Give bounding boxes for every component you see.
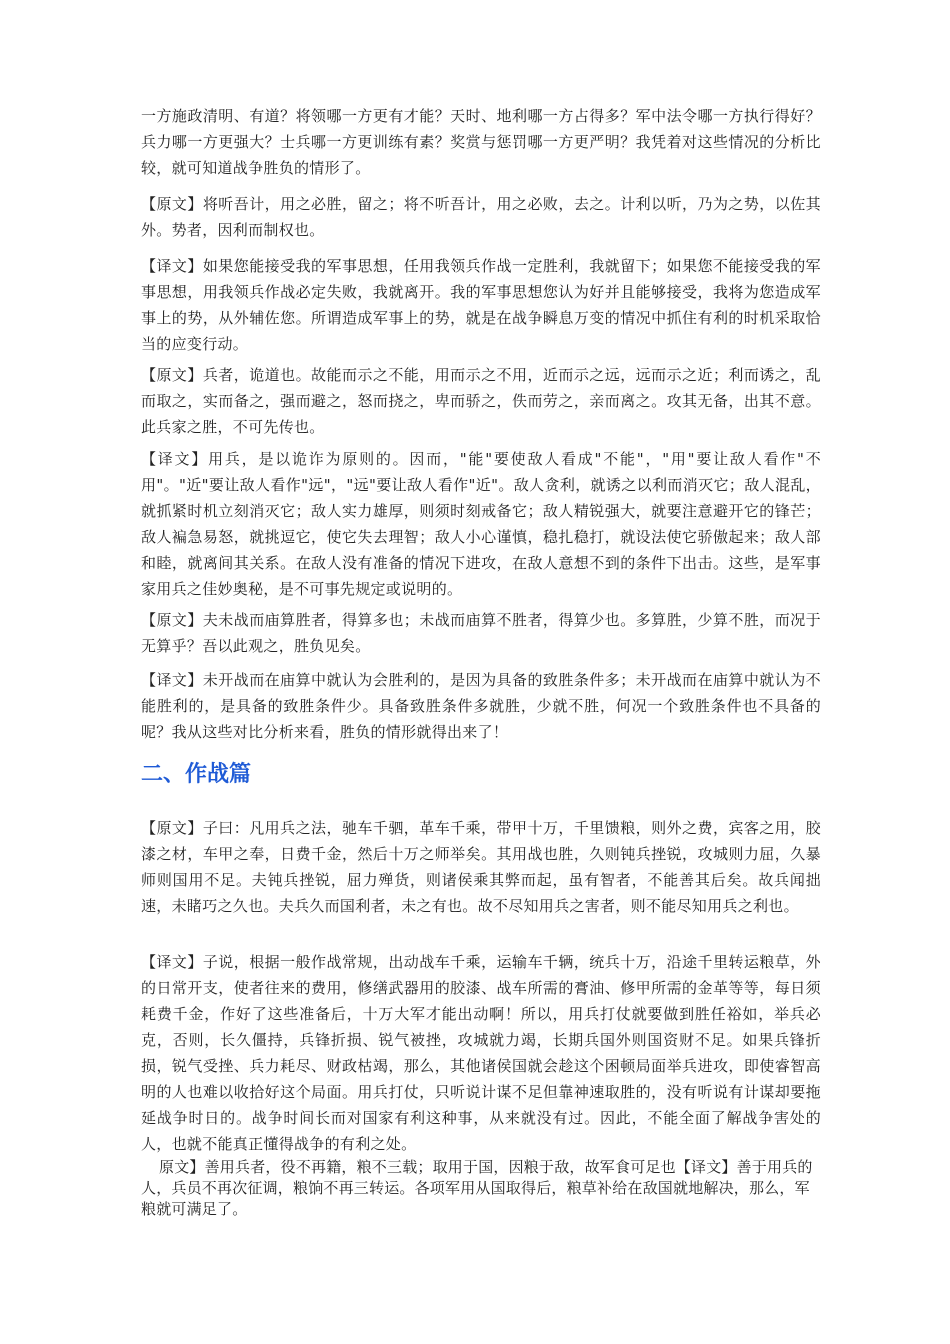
paragraph-translation-4: 【译文】子说，根据一般作战常规，出动战车千乘，运输车千辆，统兵十万，沿途千里转运粮草，外的日常开支，使者往来的费用，修缮武器用的胶漆、战车所需的膏油、修甲所需的金革等等，每日须耗费千金，作好了这些准备后，十万大军才能出动啊！所以，用兵打仗就要做到胜任裕如，举兵必克，否则，长久僵持，兵锋折损、锐气被挫，攻城就力竭，长期兵国外则国资财不足。如果兵锋折损，锐气受挫、兵力耗尽、财政枯竭，那么，其他诸侯国就会趁这个困顿局面举兵进攻，即使睿智高明的人也难以收拾好这个局面。用兵打仗，只听说计谋不足但靠神速取胜的，没有听说有计谋却要拖延战争时日的。战争时间长而对国家有利这种事，从来就没有过。因此，不能全面了解战争害处的人，也就不能真正懂得战争的有利之处。 [141,953,821,1153]
paragraph-original-and-translation-5 [141,1157,817,1220]
paragraph-translation-1: 【译文】如果您能接受我的军事思想，任用我领兵作战一定胜利，我就留下；如果您不能接受我的军事思想，用我领兵作战必定失败，我就离开。我的军事思想您认为好并且能够接受，我将为您造成军事上的势，从外辅佐您。所谓造成军事上的势，就是在战争瞬息万变的情况中抓住有利的时机采取恰当的应变行动。 [141,257,821,353]
paragraph-translation-2: 【译文】用兵，是以诡诈为原则的。因而，"能"要使敌人看成"不能"，"用"要让敌人看作"不用"。"近"要让敌人看作"远"，"远"要让敌人看作"近"。敌人贪利，就诱之以利而消灭它；敌人混乱，就抓紧时机立刻消灭它；敌人实力雄厚，则须时刻戒备它；敌人精锐强大，就要注意避开它的锋芒；敌人褊急易怒，就挑逗它，使它失去理智；敌人小心谨慎，稳扎稳打，就设法使它骄傲起来；敌人部和睦，就离间其关系。在敌人没有准备的情况下进攻，在敌人意想不到的条件下出击。这些，是军事家用兵之佳妙奥秘，是不可事先规定或说明的。 [141,450,821,598]
paragraph-original-text-4: 【原文】子曰：凡用兵之法，驰车千驷，革车千乘，带甲十万，千里馈粮，则外之费，宾客之用，胶漆之材，车甲之奉，日费千金，然后十万之师举矣。其用战也胜，久则钝兵挫锐，攻城则力屈，久暴师则国用不足。夫钝兵挫锐，屈力殚货，则诸侯乘其弊而起，虽有智者，不能善其后矣。故兵闻拙速，未睹巧之久也。夫兵久而国利者，未之有也。故不尽知用兵之害者，则不能尽知用兵之利也。 [141,819,821,915]
paragraph-translation-3: 【译文】未开战而在庙算中就认为会胜利的，是因为具备的致胜条件多；未开战而在庙算中就认为不能胜利的，是具备的致胜条件少。具备致胜条件多就胜，少就不胜，何况一个致胜条件也不具备的呢？我从这些对比分析来看，胜负的情形就得出来了！ [141,671,821,741]
tail-text: 原文】善用兵者，役不再籍，粮不三载；取用于国，因粮于敌，故军食可足也【译文】善于用兵的人，兵员不再次征调，粮饷不再三转运。各项军用从国取得后，粮草补给在敌国就地解决，那么，军粮就可满足了。 [141,1158,813,1218]
paragraph-original-text-1: 【原文】将听吾计，用之必胜，留之；将不听吾计，用之必败，去之。计利以听，乃为之势，以佐其外。势者，因利而制权也。 [141,195,821,239]
paragraph-original-text-3: 【原文】夫未战而庙算胜者，得算多也；未战而庙算不胜者，得算少也。多算胜，少算不胜，而况于无算乎？吾以此观之，胜负见矣。 [141,611,821,655]
paragraph-original-text-2: 【原文】兵者，诡道也。故能而示之不能，用而示之不用，近而示之远，远而示之近；利而诱之，乱而取之，实而备之，强而避之，怒而挠之，卑而骄之，佚而劳之，亲而离之。攻其无备，出其不意。此兵家之胜，不可先传也。 [141,366,821,436]
paragraph-intro-continuation: 一方施政清明、有道？将领哪一方更有才能？天时、地利哪一方占得多？军中法令哪一方执行得好？兵力哪一方更强大？士兵哪一方更训练有素？奖赏与惩罚哪一方更严明？我凭着对这些情况的分析比较，就可知道战争胜负的情形了。 [141,107,821,177]
section-heading: 二、作战篇 [141,762,252,787]
